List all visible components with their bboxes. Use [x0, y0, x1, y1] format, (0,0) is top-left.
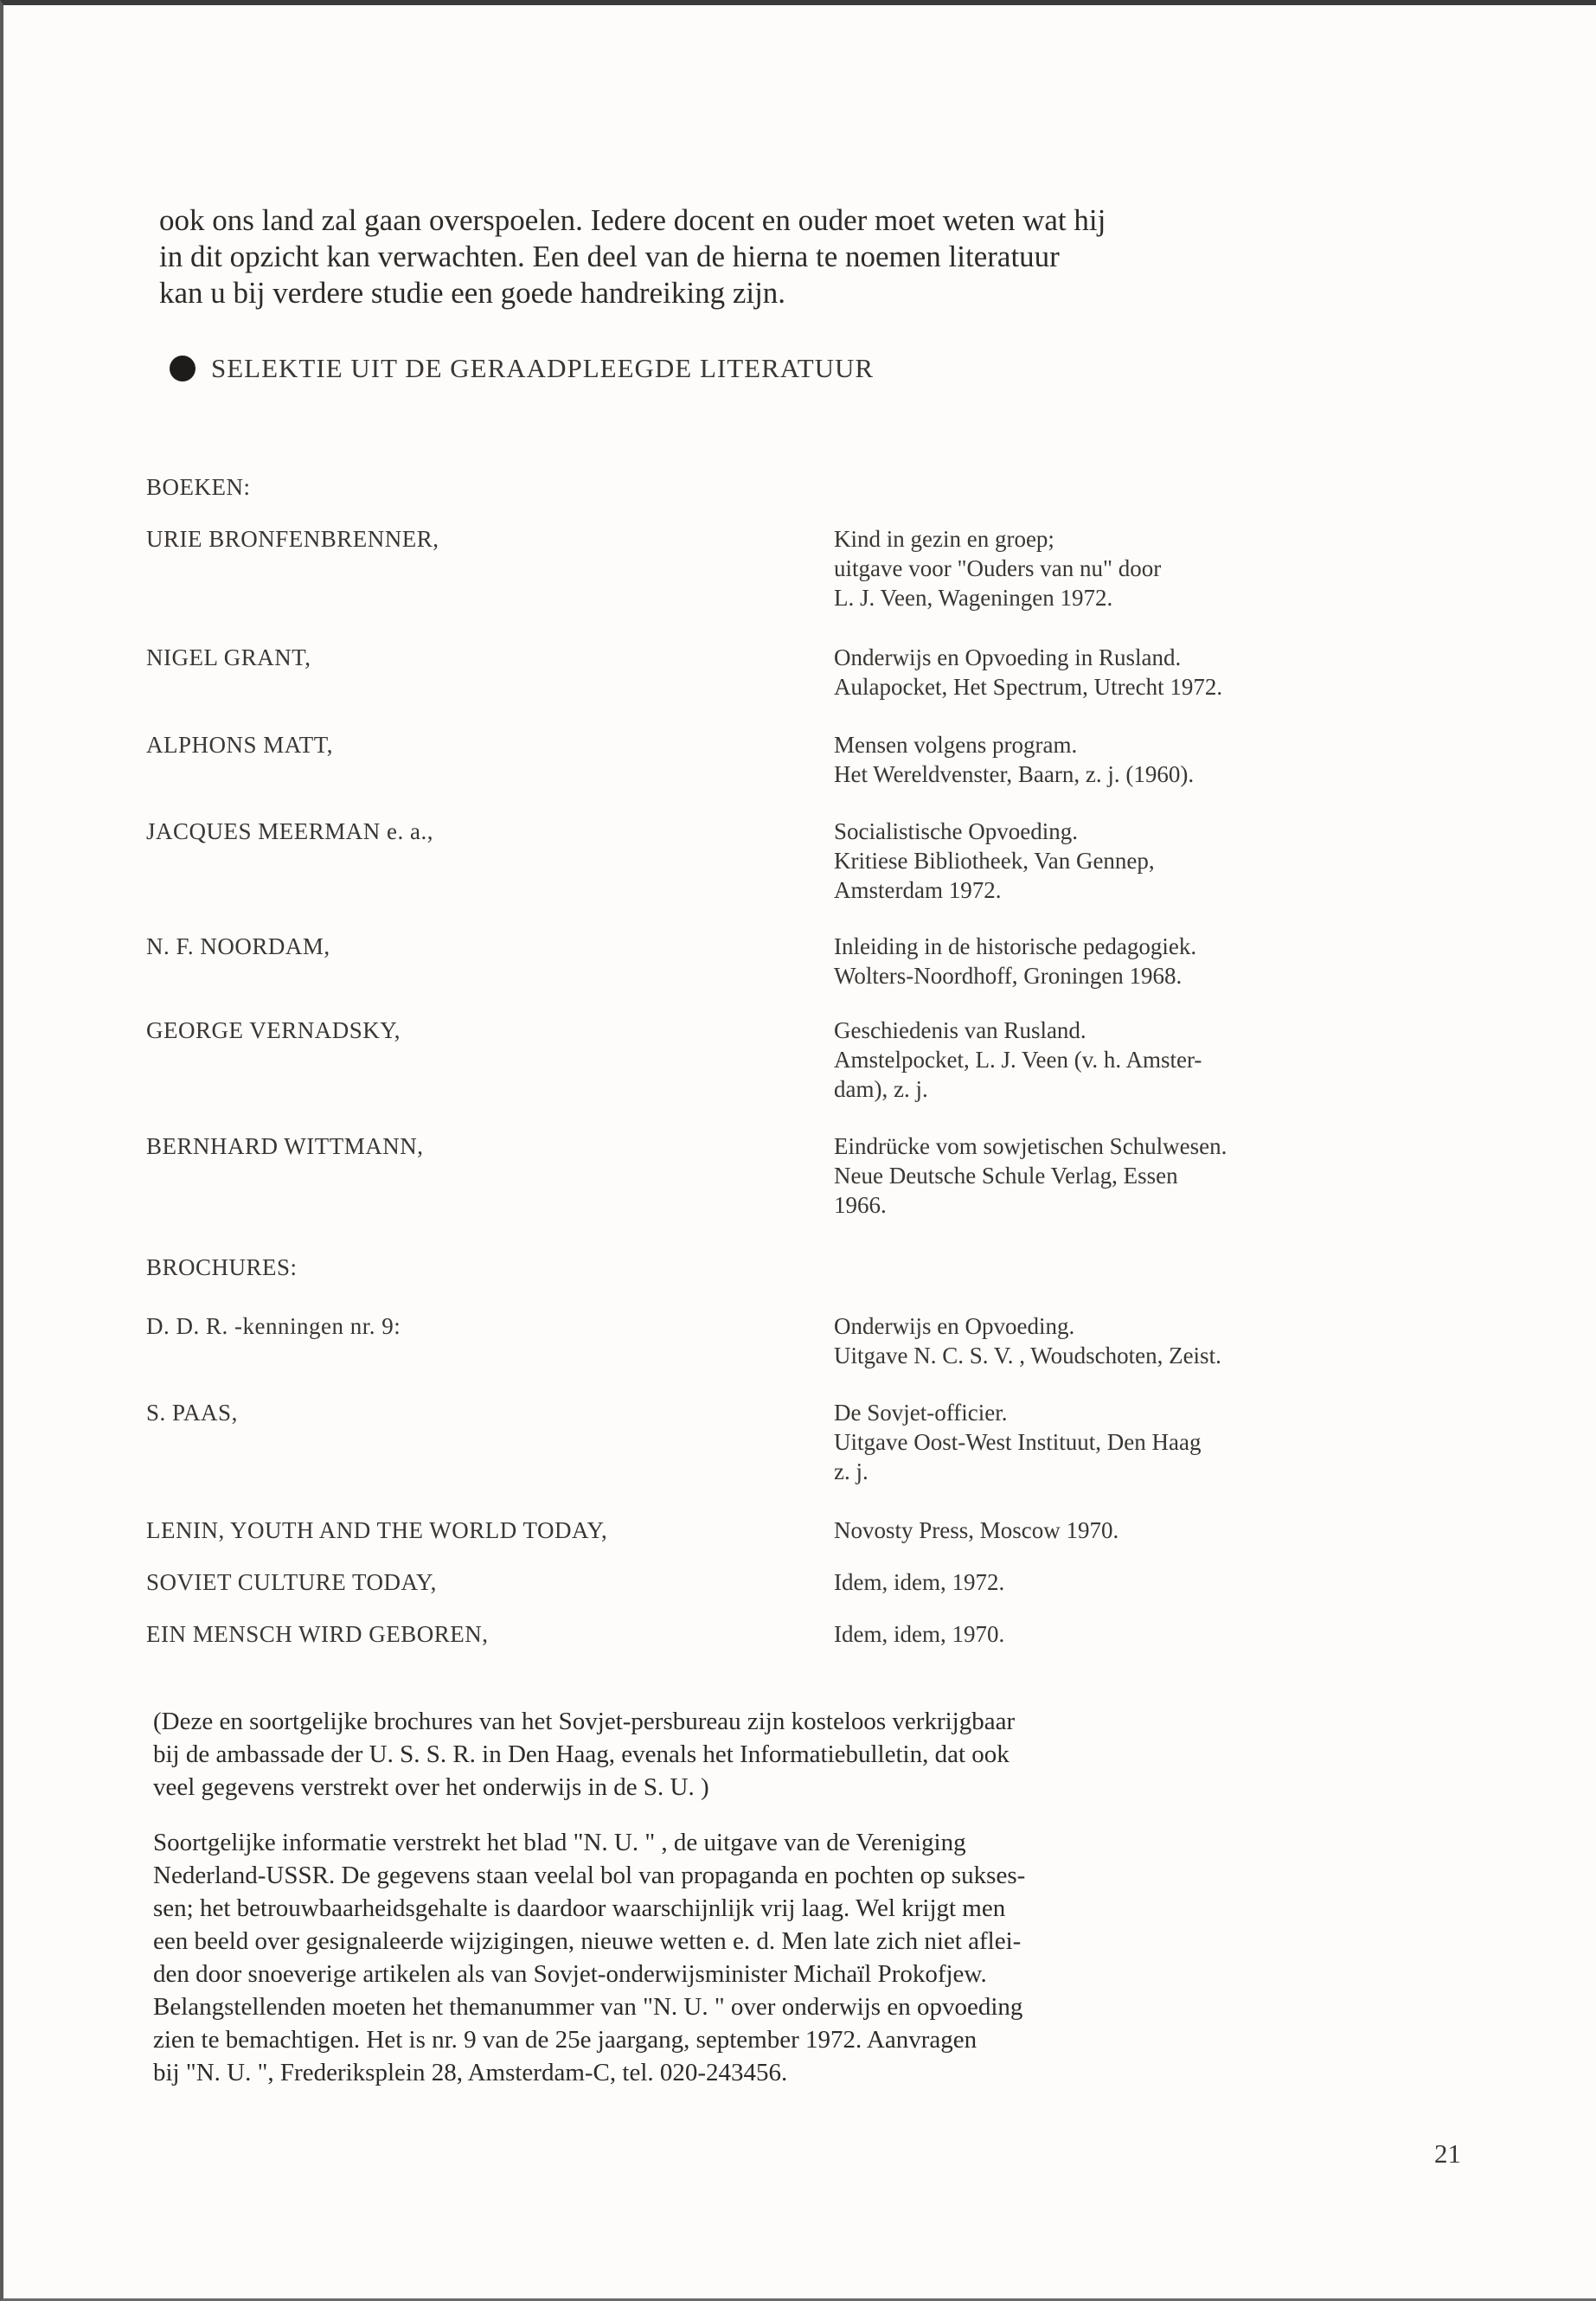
intro-paragraph: ook ons land zal gaan overspoelen. Iedere docent en ouder moet weten wat hij in dit opzicht kan verwachten. Een deel van de hierna te noemen literatuur kan u bij verdere studie een goede handreiking zijn.: [159, 203, 1106, 310]
book-author: GEORGE VERNADSKY,: [146, 1017, 401, 1043]
brochures-label: BROCHURES:: [146, 1254, 298, 1280]
book-title: Inleiding in de historische pedagogiek. Wolters-Noordhoff, Groningen 1968.: [834, 933, 1197, 989]
book-author: ALPHONS MATT,: [146, 732, 334, 758]
section-heading: [170, 353, 874, 384]
book-author: JACQUES MEERMAN e. a.,: [146, 818, 433, 844]
brochure-author: EIN MENSCH WIRD GEBOREN,: [146, 1621, 489, 1647]
book-author: NIGEL GRANT,: [146, 644, 311, 670]
book-author: N. F. NOORDAM,: [146, 933, 330, 959]
brochure-title: Onderwijs en Opvoeding. Uitgave N. C. S. V. , Woudschoten, Zeist.: [834, 1313, 1221, 1368]
information-note: Soortgelijke informatie verstrekt het blad "N. U. " , de uitgave van de Vereniging Nederland-USSR. De gegevens staan veelal bol van propaganda en pochten op sukses- sen; het betrouwbaarheidsgehalte is daardoor waarschijnlijk vrij laag. Wel krijgt men een beeld over gesignaleerde wijzigingen, nieuwe wetten e. d. Men late zich niet aflei- den door snoeverige artikelen als van Sovjet-onderwijsminister Michaïl Prokofjew. Belangstellenden moeten het themanummer van "N. U. " over onderwijs en opvoeding zien te bemachtigen. Het is nr. 9 van de 25e jaargang, september 1972. Aanvragen bij "N. U. ", Frederiksplein 28, Amsterdam-C, tel. 020-243456.: [153, 1829, 1026, 2086]
book-author: BERNHARD WITTMANN,: [146, 1133, 424, 1159]
brochure-author: S. PAAS,: [146, 1400, 238, 1426]
brochure-note: (Deze en soortgelijke brochures van het Sovjet-persbureau zijn kosteloos verkrijgbaar bij de ambassade der U. S. S. R. in Den Haag, evenals het Informatiebulletin, dat ook veel gegevens verstrekt over het onderwijs in de S. U. ): [153, 1708, 1016, 1801]
brochure-title: Novosty Press, Moscow 1970.: [834, 1517, 1119, 1543]
brochure-author: SOVIET CULTURE TODAY,: [146, 1569, 437, 1595]
brochure-author: LENIN, YOUTH AND THE WORLD TODAY,: [146, 1517, 608, 1543]
book-title: Mensen volgens program. Het Wereldvenster, Baarn, z. j. (1960).: [834, 732, 1195, 787]
book-title: Socialistische Opvoeding. Kritiese Bibliotheek, Van Gennep, Amsterdam 1972.: [834, 818, 1155, 903]
book-author: URIE BRONFENBRENNER,: [146, 526, 439, 552]
book-title: Eindrücke vom sowjetischen Schulwesen. Neue Deutsche Schule Verlag, Essen 1966.: [834, 1133, 1227, 1218]
bullet-icon: [170, 356, 195, 381]
page-number: 21: [1434, 2138, 1461, 2169]
brochure-title: Idem, idem, 1972.: [834, 1569, 1005, 1595]
brochure-author: D. D. R. -kenningen nr. 9:: [146, 1313, 401, 1339]
brochure-title: Idem, idem, 1970.: [834, 1621, 1005, 1647]
section-heading-text: SELEKTIE UIT DE GERAADPLEEGDE LITERATUUR: [211, 353, 875, 383]
book-title: Onderwijs en Opvoeding in Rusland. Aulapocket, Het Spectrum, Utrecht 1972.: [834, 644, 1223, 700]
books-label: BOEKEN:: [146, 474, 251, 500]
book-title: Geschiedenis van Rusland. Amstelpocket, L. J. Veen (v. h. Amster- dam), z. j.: [834, 1017, 1202, 1102]
book-title: Kind in gezin en groep; uitgave voor "Ouders van nu" door L. J. Veen, Wageningen 1972.: [834, 526, 1162, 611]
brochure-title: De Sovjet-officier. Uitgave Oost-West Instituut, Den Haag z. j.: [834, 1400, 1202, 1484]
